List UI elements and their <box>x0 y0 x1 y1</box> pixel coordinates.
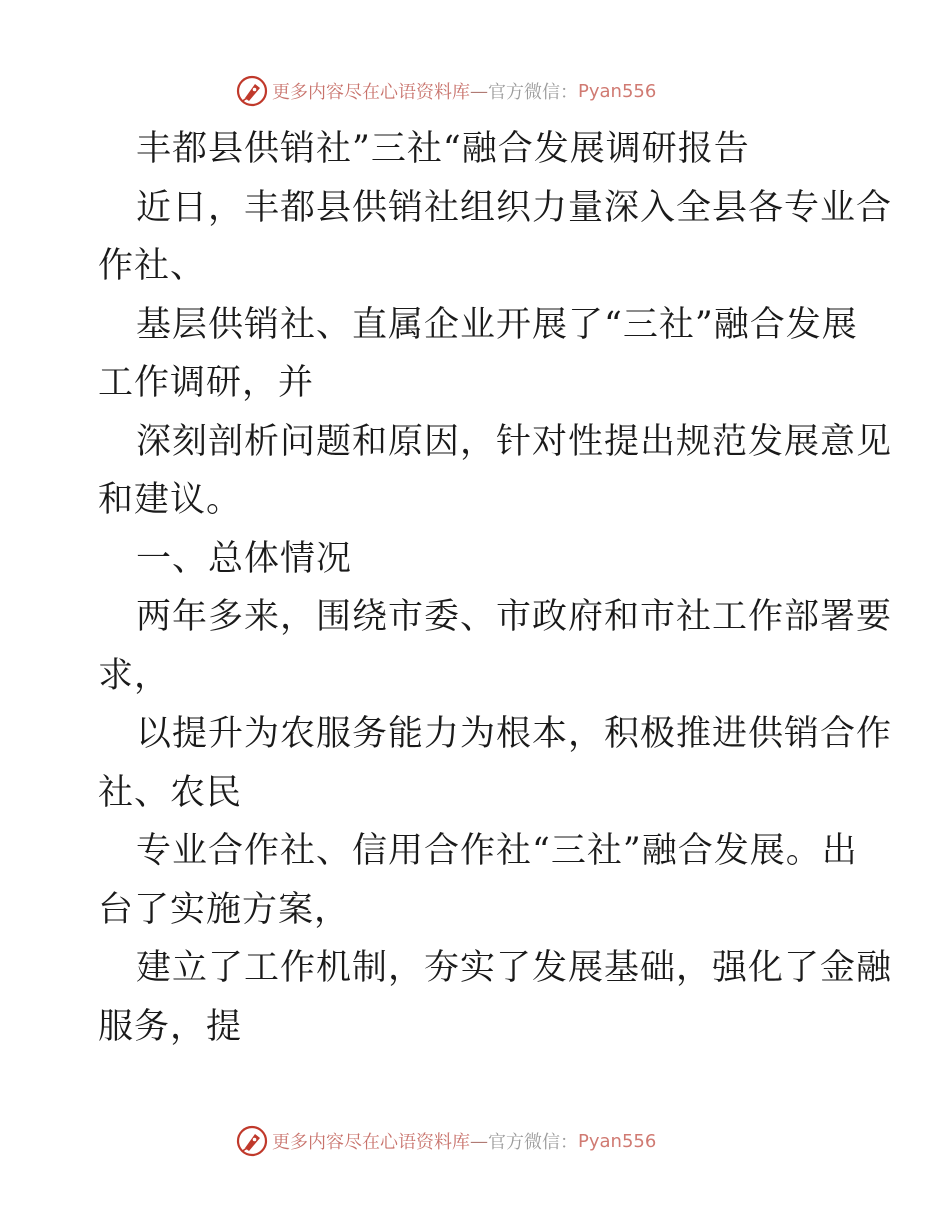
section-heading: 一、总体情况 <box>136 538 353 579</box>
paragraph-line: 服务，提 <box>98 1006 243 1047</box>
watermark-wechat-label: 官方微信： <box>488 82 578 103</box>
watermark-brand: 更多内容尽在心语资料库 <box>272 82 470 103</box>
paragraph-line: 近日，丰都县供销社组织力量深入全县各专业合 <box>136 187 893 228</box>
watermark-wechat-label: 官方微信： <box>488 1132 578 1153</box>
watermark-separator: — <box>470 1130 488 1152</box>
paragraph-line: 台了实施方案， <box>98 889 351 930</box>
paragraph-line: 两年多来，围绕市委、市政府和市社工作部署要 <box>136 597 893 637</box>
paragraph-line: 工作调研，并 <box>98 363 315 403</box>
paragraph-line: 专业合作社、信用合作社“三社”融合发展。出 <box>136 831 858 871</box>
pen-nib-logo-icon <box>236 75 268 107</box>
watermark-separator: — <box>470 80 488 102</box>
paragraph-line: 深刻剖析问题和原因，针对性提出规范发展意见 <box>136 421 893 462</box>
document-body <box>98 120 893 1056</box>
header-watermark <box>236 73 716 109</box>
watermark-brand: 更多内容尽在心语资料库 <box>272 1132 470 1153</box>
watermark-wechat-id: Pyan556 <box>578 1130 657 1152</box>
paragraph-line: 以提升为农服务能力为根本，积极推进供销合作 <box>136 714 893 754</box>
paragraph-line: 和建议。 <box>98 480 243 520</box>
paragraph-line: 建立了工作机制，夯实了发展基础，强化了金融 <box>136 948 893 988</box>
paragraph-line: 社、农民 <box>98 772 243 813</box>
footer-watermark <box>236 1123 716 1159</box>
watermark-wechat-id: Pyan556 <box>578 80 657 102</box>
pen-nib-logo-icon <box>236 1125 268 1157</box>
paragraph-line: 基层供销社、直属企业开展了“三社”融合发展 <box>136 304 858 345</box>
paragraph-line: 求， <box>98 655 171 696</box>
paragraph-line: 作社、 <box>98 246 207 286</box>
document-title: 丰都县供销社”三社“融合发展调研报告 <box>136 129 750 169</box>
